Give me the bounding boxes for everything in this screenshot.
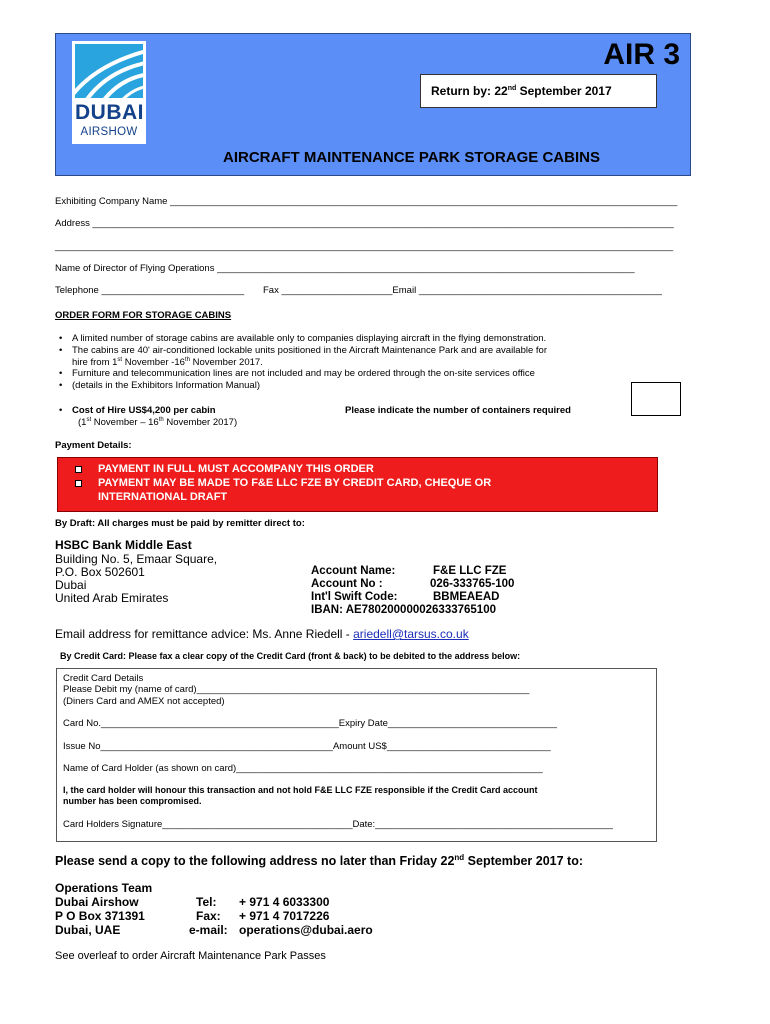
payment-notice-line2: PAYMENT MAY BE MADE TO F&E LLC FZE BY CREDIT CARD, CHEQUE OR: [98, 477, 492, 489]
signature-date-field[interactable]: Card Holders Signature____________________________________Date:_____________________________________________: [63, 819, 613, 830]
bullet-icon: •: [59, 368, 63, 379]
account-no-label: Account No :: [311, 578, 383, 590]
cost-dates-a: (1: [78, 417, 87, 429]
tel-label: Tel:: [196, 895, 217, 909]
bullet-icon: •: [59, 405, 63, 416]
draft-note: By Draft: All charges must be paid by remitter direct to:: [55, 518, 305, 529]
email-value: operations@dubai.aero: [239, 923, 373, 937]
quantity-label: Please indicate the number of containers required: [345, 405, 571, 416]
tel-value: + 971 4 6033300: [239, 895, 330, 909]
fax-email-field[interactable]: Fax _____________________Email ______________________________________________: [263, 285, 662, 296]
bank-address-line: Building No. 5, Emaar Square,: [55, 552, 218, 566]
company-name-field[interactable]: Exhibiting Company Name ________________________________________________________________________________________________: [55, 196, 678, 207]
cost-dates-c: November 2017): [163, 417, 238, 429]
bullet-text: A limited number of storage cabins are available only to companies displaying aircraft in the flying demonstration.: [72, 333, 547, 344]
remittance-text: Email address for remittance advice: Ms. Anne Riedell -: [55, 627, 354, 641]
cost-dates: [78, 417, 237, 428]
hire-from-text: hire from 1: [72, 357, 118, 369]
bullet-text: The cabins are 40' air-conditioned lockable units positioned in the Aircraft Maintenance Park and are available for: [72, 345, 547, 356]
ops-address-line: Operations Team: [55, 881, 153, 895]
return-by-suffix: September 2017: [516, 84, 612, 98]
payment-heading: Payment Details:: [55, 440, 132, 451]
return-by-box: [420, 74, 657, 108]
return-by-prefix: Return by: 22: [431, 84, 508, 98]
dubai-airshow-logo: [72, 41, 146, 144]
credit-card-details-label: Credit Card Details: [63, 673, 144, 684]
iban: IBAN: AE780200000026333765100: [311, 604, 496, 616]
payment-notice-line1: PAYMENT IN FULL MUST ACCOMPANY THIS ORDER: [98, 463, 374, 475]
ops-address-line: Dubai, UAE: [55, 923, 121, 937]
remittance-email-link[interactable]: ariedell@tarsus.co.uk: [353, 627, 469, 641]
fax-value: + 971 4 7017226: [239, 909, 330, 923]
bullet-continuation: [72, 357, 263, 368]
sup-text: nd: [454, 853, 465, 862]
ops-address-line: P O Box 371391: [55, 909, 145, 923]
hire-end-text: November 2017.: [189, 357, 263, 369]
cost-of-hire: Cost of Hire US$4,200 per cabin: [72, 405, 216, 416]
sup-text: th: [158, 417, 164, 423]
card-holder-undertaking: I, the card holder will honour this transaction and not hold F&E LLC FZE responsible if the Credit Card account: [63, 785, 538, 795]
account-name-label: Account Name:: [311, 565, 396, 577]
checkbox-icon[interactable]: [75, 480, 82, 487]
swift-code-label: Int'l Swift Code:: [311, 591, 398, 603]
card-number-expiry-field[interactable]: Card No._____________________________________________Expiry Date________________________________: [63, 718, 557, 729]
bank-address-line: Dubai: [55, 578, 87, 592]
credit-card-intro: By Credit Card: Please fax a clear copy of the Credit Card (front & back) to be debited to the address below:: [60, 651, 521, 661]
page-title: AIRCRAFT MAINTENANCE PARK STORAGE CABINS: [223, 149, 600, 166]
email-label: e-mail:: [189, 923, 228, 937]
bullet-icon: •: [59, 345, 63, 356]
send-text-a: Please send a copy to the following address no later than Friday 22: [55, 854, 455, 869]
fax-label: Fax:: [196, 909, 221, 923]
cost-dates-b: November – 16: [91, 417, 159, 429]
logo-swoosh-icon: [75, 44, 143, 98]
bank-name: HSBC Bank Middle East: [55, 538, 192, 552]
logo-word-airshow: AIRSHOW: [80, 126, 138, 138]
payment-notice-line3: INTERNATIONAL DRAFT: [98, 491, 228, 503]
account-name-value: F&E LLC FZE: [433, 565, 507, 577]
form-code: AIR 3: [603, 38, 680, 71]
sup-text: th: [184, 357, 190, 363]
bank-address-line: P.O. Box 502601: [55, 565, 145, 579]
bullet-icon: •: [59, 333, 63, 344]
address-field[interactable]: Address ______________________________________________________________________________________________________________: [55, 218, 674, 229]
sup-text: st: [117, 357, 123, 363]
director-flying-ops-field[interactable]: Name of Director of Flying Operations _______________________________________________________________________________: [55, 263, 635, 274]
send-instruction: [55, 853, 583, 868]
order-heading: ORDER FORM FOR STORAGE CABINS: [55, 310, 232, 321]
footer-note: See overleaf to order Aircraft Maintenance Park Passes: [55, 950, 326, 962]
bullet-icon: •: [59, 380, 63, 391]
quantity-input-box[interactable]: [631, 382, 681, 416]
swift-code-value: BBMEAEAD: [433, 591, 500, 603]
bullet-text: Furniture and telecommunication lines are not included and may be ordered through the on-site services office: [72, 368, 535, 379]
card-name-field[interactable]: Please Debit my (name of card)_______________________________________________________________: [63, 684, 530, 695]
bullet-text: (details in the Exhibitors Information Manual): [72, 380, 260, 391]
logo-word-dubai: DUBAI: [75, 101, 144, 124]
return-by-sup: nd: [507, 85, 517, 92]
address-field-line2[interactable]: _____________________________________________________________________________________________________________________: [55, 241, 674, 252]
send-text-b: September 2017 to:: [464, 854, 583, 869]
remittance-advice: [55, 627, 469, 641]
issue-no-amount-field[interactable]: Issue No____________________________________________Amount US$_______________________________: [63, 741, 551, 752]
checkbox-icon[interactable]: [75, 466, 82, 473]
ops-address-line: Dubai Airshow: [55, 895, 139, 909]
card-holder-undertaking-cont: number has been compromised.: [63, 796, 202, 806]
card-holder-name-field[interactable]: Name of Card Holder (as shown on card)__________________________________________________________: [63, 763, 543, 774]
hire-mid-text: November -16: [122, 357, 185, 369]
sup-text: st: [86, 417, 92, 423]
account-no-value: 026-333765-100: [430, 578, 515, 590]
bank-address-line: United Arab Emirates: [55, 591, 169, 605]
telephone-field[interactable]: Telephone ___________________________: [55, 285, 245, 296]
card-exclusion-note: (Diners Card and AMEX not accepted): [63, 696, 225, 707]
